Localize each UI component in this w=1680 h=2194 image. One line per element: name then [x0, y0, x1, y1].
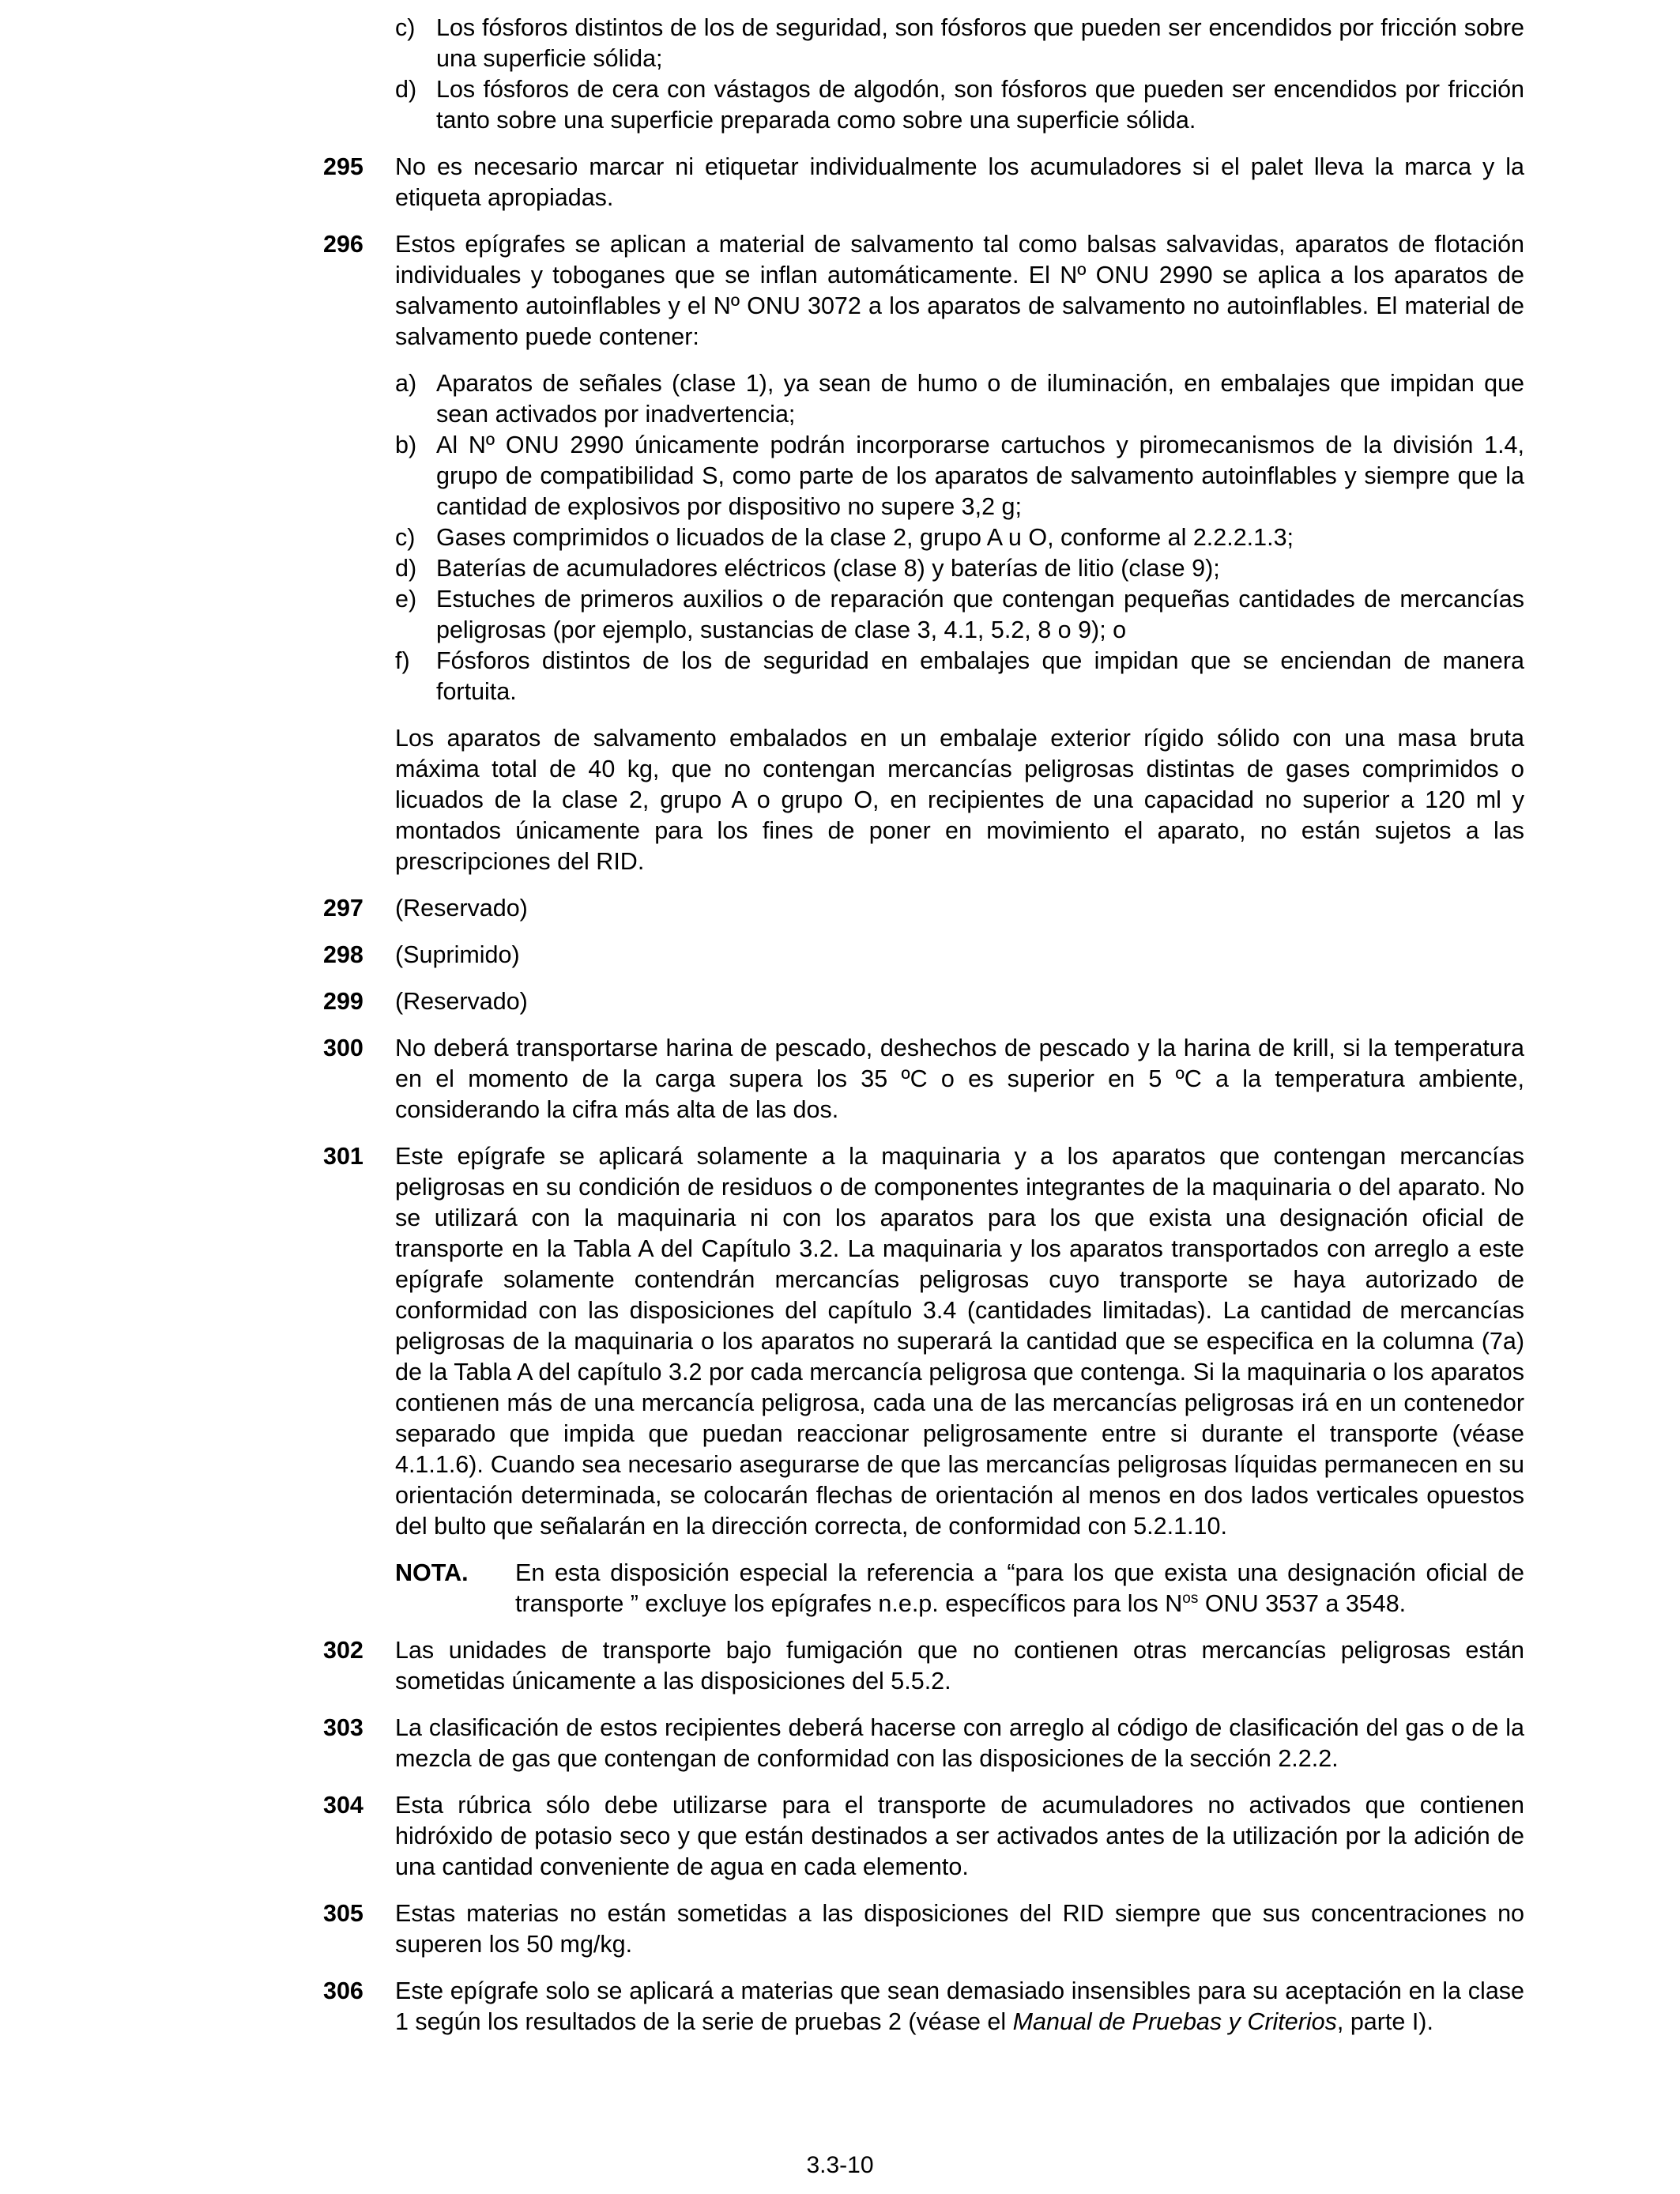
provision-text: Este epígrafe solo se aplicará a materias que sean demasiado insensibles para su aceptación en la clase 1 según los resultados de la serie de pruebas 2 (véase el Manual de Pruebas y Criterios, parte I). — [395, 1977, 1524, 2035]
list-marker: d) — [395, 555, 417, 582]
list-item — [395, 368, 1524, 430]
provision-intro: Estos epígrafes se aplican a material de salvamento tal como balsas salvavidas, aparatos de flotación individuales y toboganes que se inflan automáticamente. El Nº ONU 2990 se aplica a los aparatos de salvamento autoinflables y el Nº ONU 3072 a los aparatos de salvamento no autoinflables. El material de salvamento puede contener: — [395, 231, 1524, 350]
provision-number: 298 — [323, 941, 363, 968]
provision-295 — [323, 152, 1524, 213]
provision-text: No es necesario marcar ni etiquetar individualmente los acumuladores si el palet lleva la marca y la etiqueta apropiadas. — [395, 153, 1524, 211]
provision-list — [395, 368, 1524, 707]
continued-list — [395, 13, 1524, 136]
provision-306 — [323, 1976, 1524, 2038]
provision-text: Este epígrafe se aplicará solamente a la maquinaria y a los aparatos que contengan mercancías peligrosas en su condición de residuos o de componentes integrantes de la maquinaria o del aparato. No se utilizará con la maquinaria ni con los aparatos para los que exista una designación oficial de transporte en la Tabla A del Capítulo 3.2. La maquinaria y los aparatos transportados con arreglo a este epígrafe solamente contendrán mercancías peligrosas cuyo transporte se haya autorizado de conformidad con las disposiciones del capítulo 3.4 (cantidades limitadas). La cantidad de mercancías peligrosas de la maquinaria o los aparatos no superará la cantidad que se especifica en la columna (7a) de la Tabla A del capítulo 3.2 por cada mercancía peligrosa que contenga. Si la maquinaria o los aparatos contienen más de una mercancía peligrosa, cada una de las mercancías peligrosas irá en un contenedor separado que impida que puedan reaccionar peligrosamente entre si durante el transporte (véase 4.1.1.6). Cuando sea necesario asegurarse de que las mercancías peligrosas líquidas permanecen en su orientación determinada, se colocarán flechas de orientación al menos en dos lados verticales opuestos del bulto que señalarán en la dirección correcta, de conformidad con 5.2.1.10. — [395, 1143, 1524, 1540]
provision-text: Las unidades de transporte bajo fumigación que no contienen otras mercancías peligrosas están sometidas únicamente a las disposiciones del 5.5.2. — [395, 1637, 1524, 1695]
provision-number: 304 — [323, 1792, 363, 1819]
provision-number: 301 — [323, 1143, 363, 1170]
list-item — [395, 584, 1524, 646]
list-item — [395, 553, 1524, 584]
note-label: NOTA. — [395, 1559, 469, 1586]
list-item-text: Los fósforos distintos de los de seguridad, son fósforos que pueden ser encendidos por fricción sobre una superficie sólida; — [436, 14, 1524, 72]
provision-299 — [323, 986, 1524, 1017]
list-item — [395, 522, 1524, 553]
provision-number: 303 — [323, 1714, 363, 1741]
provision-304 — [323, 1790, 1524, 1883]
provision-number: 305 — [323, 1900, 363, 1927]
provision-number: 297 — [323, 895, 363, 922]
page-number: 3.3-10 — [806, 2152, 874, 2178]
provision-300 — [323, 1033, 1524, 1125]
list-marker: c) — [395, 14, 416, 41]
provision-number: 306 — [323, 1977, 363, 2004]
list-item-text: Aparatos de señales (clase 1), ya sean de humo o de iluminación, en embalajes que impidan que sean activados por inadvertencia; — [436, 370, 1524, 428]
list-marker: e) — [395, 586, 417, 613]
provision-number: 296 — [323, 231, 363, 258]
provision-297 — [323, 893, 1524, 924]
list-item-text: Fósforos distintos de los de seguridad en embalajes que impidan que se enciendan de manera fortuita. — [436, 647, 1524, 705]
provision-number: 300 — [323, 1035, 363, 1061]
provision-text: No deberá transportarse harina de pescado, deshechos de pescado y la harina de krill, si la temperatura en el momento de la carga supera los 35 ºC o es superior en 5 ºC a la temperatura ambiente, considerando la cifra más alta de las dos. — [395, 1035, 1524, 1123]
provision-text: (Suprimido) — [395, 941, 520, 968]
note-block — [395, 1558, 1524, 1619]
note-text: En esta disposición especial la referencia a “para los que exista una designación oficial de transporte ” excluye los epígrafes n.e.p. específicos para los $N^{os}$ ONU 3537 a 3548. — [515, 1559, 1524, 1617]
provision-text: (Reservado) — [395, 895, 528, 922]
list-item — [395, 74, 1524, 136]
provision-closing: Los aparatos de salvamento embalados en un embalaje exterior rígido sólido con una masa bruta máxima total de 40 kg, que no contengan mercancías peligrosas distintas de gases comprimidos o licuados de la clase 2, grupo A o grupo O, en recipientes de una capacidad no superior a 120 ml y montados únicamente para los fines de poner en movimiento el aparato, no están sujetos a las prescripciones del RID. — [395, 725, 1524, 875]
list-item-text: Baterías de acumuladores eléctricos (clase 8) y baterías de litio (clase 9); — [436, 555, 1220, 582]
provision-296 — [323, 229, 1524, 877]
provision-305 — [323, 1898, 1524, 1960]
provision-number: 299 — [323, 988, 363, 1015]
list-item-text: Los fósforos de cera con vástagos de algodón, son fósforos que pueden ser encendidos por fricción tanto sobre una superficie preparada como sobre una superficie sólida. — [436, 76, 1524, 134]
provision-number: 302 — [323, 1637, 363, 1664]
provision-301 — [323, 1141, 1524, 1619]
list-item-text: Gases comprimidos o licuados de la clase 2, grupo A u O, conforme al 2.2.2.1.3; — [436, 524, 1294, 551]
list-marker: a) — [395, 370, 417, 397]
provision-text: La clasificación de estos recipientes deberá hacerse con arreglo al código de clasificación del gas o de la mezcla de gas que contengan de conformidad con las disposiciones de la sección 2.2.2. — [395, 1714, 1524, 1772]
provision-number: 295 — [323, 153, 363, 180]
provision-302 — [323, 1635, 1524, 1697]
list-marker: d) — [395, 76, 417, 103]
list-item — [395, 646, 1524, 707]
provision-text: (Reservado) — [395, 988, 528, 1015]
list-marker: b) — [395, 432, 417, 458]
provision-text: Esta rúbrica sólo debe utilizarse para el transporte de acumuladores no activados que contienen hidróxido de potasio seco y que están destinados a ser activados antes de la utilización por la adición de una cantidad conveniente de agua en cada elemento. — [395, 1792, 1524, 1880]
list-marker: f) — [395, 647, 410, 674]
provision-text: Estas materias no están sometidas a las disposiciones del RID siempre que sus concentraciones no superen los 50 mg/kg. — [395, 1900, 1524, 1958]
list-item — [395, 13, 1524, 74]
list-item — [395, 430, 1524, 522]
list-item-text: Al Nº ONU 2990 únicamente podrán incorporarse cartuchos y piromecanismos de la división 1.4, grupo de compatibilidad S, como parte de los aparatos de salvamento autoinflables y siempre que la cantidad de explosivos por dispositivo no supere 3,2 g; — [436, 432, 1524, 520]
list-item-text: Estuches de primeros auxilios o de reparación que contengan pequeñas cantidades de mercancías peligrosas (por ejemplo, sustancias de clase 3, 4.1, 5.2, 8 o 9); o — [436, 586, 1524, 643]
provision-298 — [323, 940, 1524, 971]
list-marker: c) — [395, 524, 416, 551]
provision-303 — [323, 1713, 1524, 1774]
page-content — [323, 13, 1524, 2053]
